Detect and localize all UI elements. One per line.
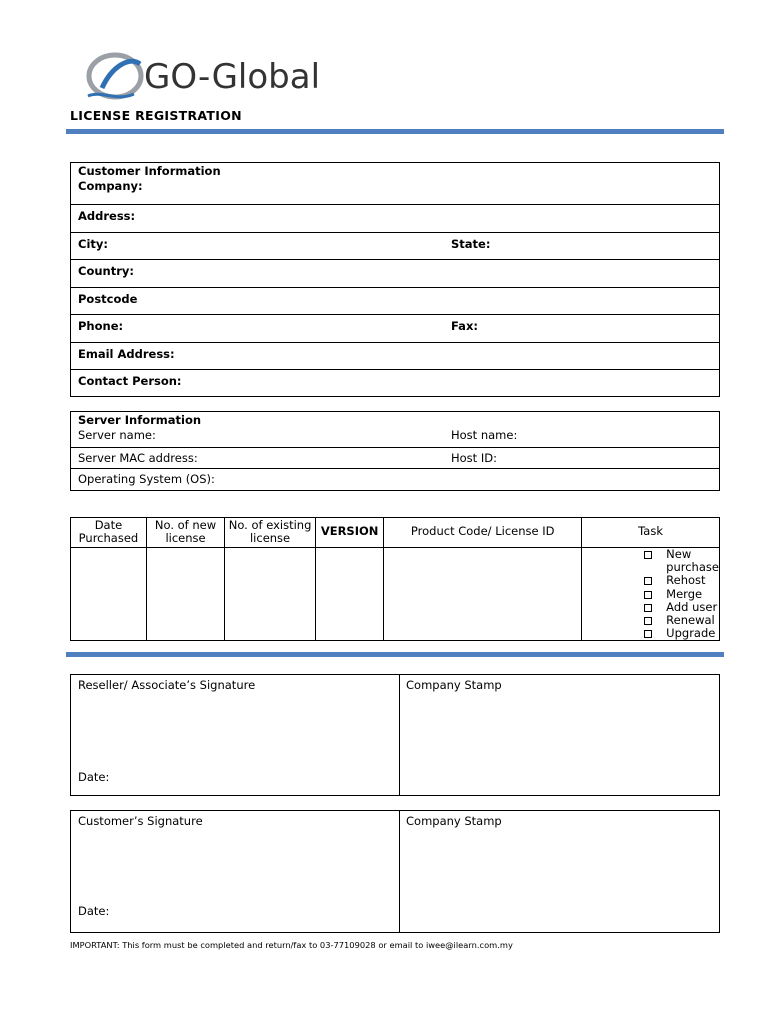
email-row[interactable] — [71, 343, 719, 371]
task-cell — [582, 548, 720, 641]
postcode-label: Postcode — [78, 291, 138, 306]
logo-text: GO-Global — [144, 57, 321, 97]
host-id-label: Host ID: — [451, 451, 497, 465]
host-name-label: Host name: — [451, 428, 518, 442]
server-name-label: Server name: — [78, 428, 156, 442]
checkbox-icon[interactable] — [644, 591, 652, 599]
server-name-row[interactable] — [71, 412, 719, 448]
product-code-cell[interactable] — [384, 548, 582, 641]
customer-company-row[interactable] — [71, 163, 719, 205]
col-version: VERSION — [315, 518, 383, 548]
task-label: Merge — [666, 586, 703, 601]
logo-icon — [82, 46, 348, 106]
reseller-signature-box[interactable] — [70, 674, 720, 796]
task-list — [582, 548, 719, 640]
postcode-row[interactable] — [71, 288, 719, 316]
date-label: Date: — [78, 904, 110, 918]
license-table-row — [71, 548, 720, 641]
task-new-purchase[interactable] — [644, 548, 719, 574]
col-new-license: No. of new license — [146, 518, 224, 548]
customer-information-section — [70, 162, 720, 397]
phone-fax-row[interactable] — [71, 315, 719, 343]
company-stamp-label: Company Stamp — [406, 814, 502, 828]
customer-signature-label: Customer’s Signature — [78, 814, 203, 828]
country-row[interactable] — [71, 260, 719, 288]
os-row[interactable] — [71, 469, 719, 490]
email-label: Email Address: — [78, 346, 175, 361]
date-purchased-cell[interactable] — [71, 548, 147, 641]
country-label: Country: — [78, 264, 134, 278]
checkbox-icon[interactable] — [644, 551, 652, 559]
col-date-purchased: Date Purchased — [71, 518, 147, 548]
task-label: Upgrade — [666, 626, 716, 641]
contact-label: Contact Person: — [78, 374, 182, 388]
page-title: LICENSE REGISTRATION — [70, 108, 242, 123]
task-label: Add user — [666, 599, 718, 614]
important-note: IMPORTANT: This form must be completed and return/fax to 03-77109028 or email to iwee@ilearn.com.my — [70, 940, 513, 950]
contact-row[interactable] — [71, 370, 719, 398]
os-label: Operating System (OS): — [78, 472, 215, 486]
middle-divider — [66, 652, 724, 657]
state-label: State: — [451, 236, 491, 251]
version-cell[interactable] — [315, 548, 383, 641]
phone-label: Phone: — [78, 319, 124, 333]
top-divider — [66, 129, 724, 134]
address-label: Address: — [78, 209, 136, 223]
customer-signature-box[interactable] — [70, 810, 720, 933]
customer-heading: Customer Information — [78, 164, 221, 178]
license-table-header — [71, 518, 720, 548]
city-state-row[interactable] — [71, 233, 719, 261]
checkbox-icon[interactable] — [644, 577, 652, 585]
reseller-signature-label: Reseller/ Associate’s Signature — [78, 678, 256, 692]
task-upgrade[interactable] — [644, 627, 719, 640]
address-row[interactable] — [71, 205, 719, 233]
license-table — [70, 517, 720, 641]
go-global-logo — [82, 46, 348, 106]
fax-label: Fax: — [451, 319, 478, 333]
col-task: Task — [582, 518, 720, 548]
server-heading: Server Information — [78, 413, 202, 427]
mac-label: Server MAC address: — [78, 451, 198, 465]
city-label: City: — [78, 236, 108, 251]
col-product-code: Product Code/ License ID — [384, 518, 582, 548]
task-label: New purchase — [666, 547, 719, 575]
date-label: Date: — [78, 770, 110, 784]
server-information-section — [70, 411, 720, 491]
col-existing-license: No. of existing license — [225, 518, 316, 548]
checkbox-icon[interactable] — [644, 617, 652, 625]
signature-divider — [399, 811, 400, 932]
company-stamp-label: Company Stamp — [406, 678, 502, 692]
checkbox-icon[interactable] — [644, 630, 652, 638]
existing-license-cell[interactable] — [225, 548, 316, 641]
signature-divider — [399, 675, 400, 795]
task-label: Renewal — [666, 613, 715, 628]
company-label: Company: — [78, 179, 143, 193]
new-license-cell[interactable] — [146, 548, 224, 641]
checkbox-icon[interactable] — [644, 604, 652, 612]
mac-row[interactable] — [71, 448, 719, 469]
task-label: Rehost — [666, 573, 706, 588]
